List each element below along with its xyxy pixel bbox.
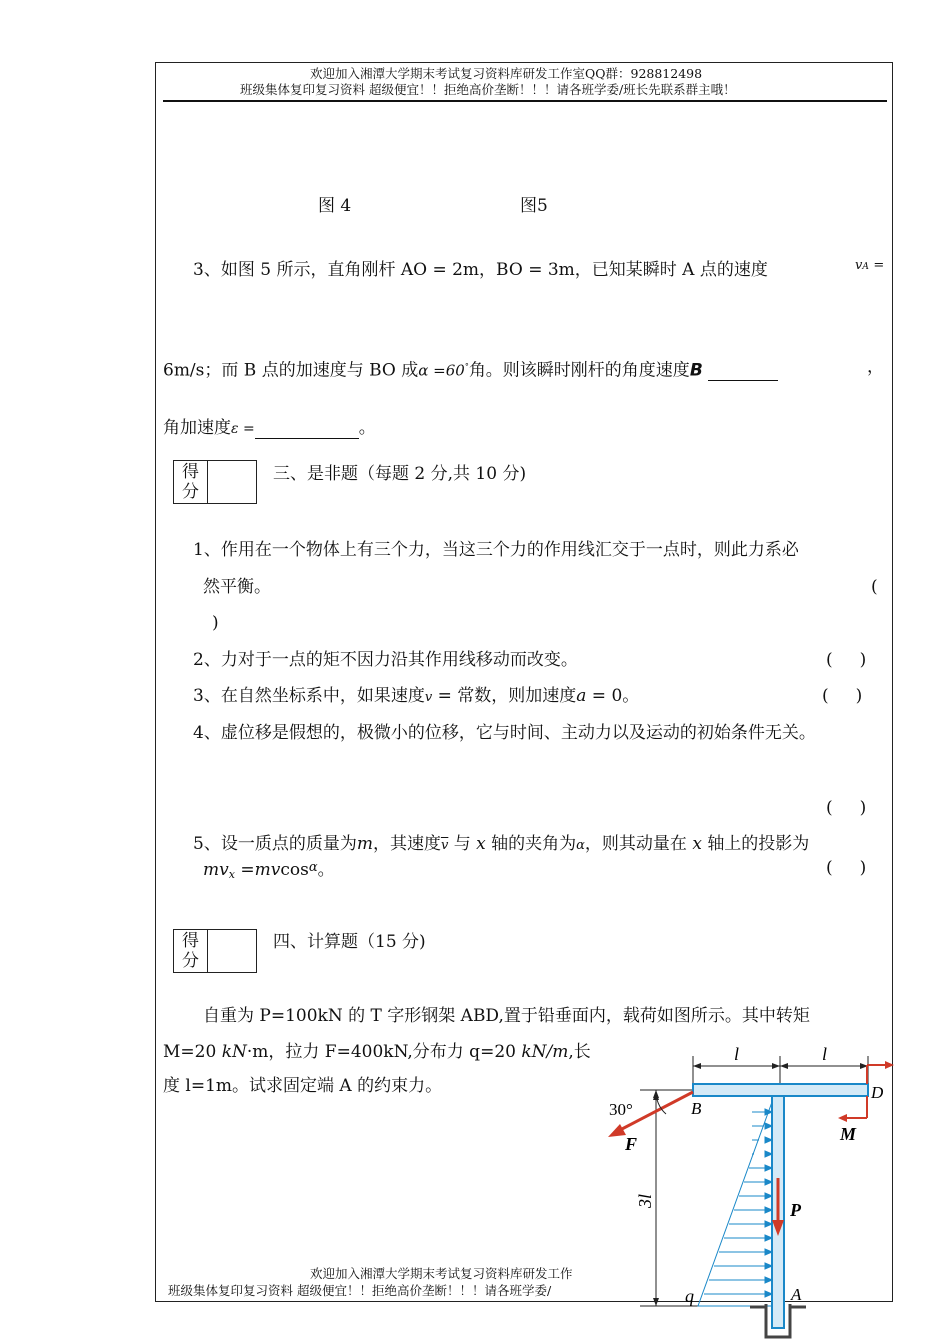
tf-item-4: 4、虚位移是假想的，极微小的位移，它与时间、主动力以及运动的初始条件无关。	[193, 723, 816, 743]
omega-answer-blank[interactable]	[708, 364, 778, 381]
q3-line-1: 3、如图 5 所示，直角刚杆 AO = 2m，BO = 3m，已知某瞬时 A 点的速度	[193, 260, 768, 280]
score-label: 得分	[174, 930, 208, 972]
tf-item-1: 1、作用在一个物体上有三个力，当这三个力的作用线汇交于一点时，则此力系必	[193, 540, 799, 560]
label-a: A	[791, 1285, 802, 1304]
label-f: F	[625, 1134, 638, 1154]
distributed-load	[698, 1102, 772, 1306]
problem-para-1: 自重为 P=100kN 的 T 字形钢架 ABD,置于铅垂面内，载荷如图所示。其中转矩	[203, 1006, 810, 1026]
tf-item-1-paren-close[interactable]: )	[212, 613, 219, 633]
score-label: 得分	[174, 461, 208, 503]
label-l-left: l	[734, 1044, 740, 1064]
problem-para-3: 度 l=1m。试求固定端 A 的约束力。	[163, 1076, 443, 1096]
label-d: D	[871, 1083, 884, 1102]
tf-item-1-paren-open[interactable]: (	[871, 577, 878, 597]
figure-4-label: 图 4	[318, 196, 352, 216]
tf-item-5-formula: mvx =mvcos$^\alpha$。	[203, 860, 335, 881]
label-3l: 3l	[635, 1193, 655, 1208]
header-line-1: 欢迎加入湘潭大学期末考试复习资料库研发工作室QQ群：928812498	[310, 66, 703, 81]
tf-item-4-paren[interactable]: ( )	[826, 798, 867, 818]
section-3-title: 三、是非题（每题 2 分,共 10 分)	[273, 464, 527, 484]
footer-line-1: 欢迎加入湘潭大学期末考试复习资料库研发工作	[310, 1266, 573, 1281]
label-b: B	[691, 1099, 702, 1118]
label-q: q	[685, 1286, 694, 1306]
label-angle: 30°	[609, 1100, 633, 1119]
label-l-right: l	[822, 1044, 828, 1064]
q3-comma: ，	[867, 357, 884, 377]
section-4-title: 四、计算题（15 分)	[273, 932, 426, 952]
tf-item-3-paren[interactable]: ( )	[822, 686, 863, 706]
epsilon-answer-blank[interactable]	[255, 422, 359, 439]
t-frame-diagram	[600, 1040, 900, 1340]
figure-5-label: 图5	[520, 196, 548, 216]
label-p: P	[790, 1200, 801, 1220]
header-line-2: 班级集体复印复习资料 超级便宜！！拒绝高价垄断！！！请各班学委/班长先联系群主哦！	[240, 82, 736, 97]
score-box-section-3	[173, 460, 257, 504]
tf-item-3: 3、在自然坐标系中，如果速度v = 常数，则加速度a = 0。	[193, 686, 640, 706]
score-box-section-4	[173, 929, 257, 973]
problem-para-2: M=20 kN·m，拉力 F=400kN,分布力 q=20 kN/m,长	[163, 1042, 591, 1062]
tf-item-1-cont: 然平衡。	[203, 577, 271, 597]
tf-item-5: 5、设一质点的质量为m，其速度$\overline{v}$ 与 x 轴的夹角为α，则其动量在 x 轴上的投影为	[193, 834, 810, 854]
q3-va: vA =	[855, 258, 885, 273]
label-m: M	[840, 1124, 857, 1144]
dimension-arrowheads	[653, 1063, 868, 1306]
tf-item-2-paren[interactable]: ( )	[826, 650, 867, 670]
q3-line-3: 角加速度ε = 。	[163, 418, 376, 438]
header-rule	[163, 100, 887, 102]
footer-line-2: 班级集体复印复习资料 超级便宜！！拒绝高价垄断！！！请各班学委/	[168, 1283, 552, 1298]
tf-item-2: 2、力对于一点的矩不因力沿其作用线移动而改变。	[193, 650, 578, 670]
horizontal-beam-bd	[693, 1084, 868, 1096]
tf-item-5-paren[interactable]: ( )	[826, 858, 867, 878]
load-arrows	[704, 1109, 772, 1297]
q3-line-2: 6m/s；而 B 点的加速度与 BO 成α =60°角。则该瞬时刚杆的角度速度B	[163, 357, 778, 381]
